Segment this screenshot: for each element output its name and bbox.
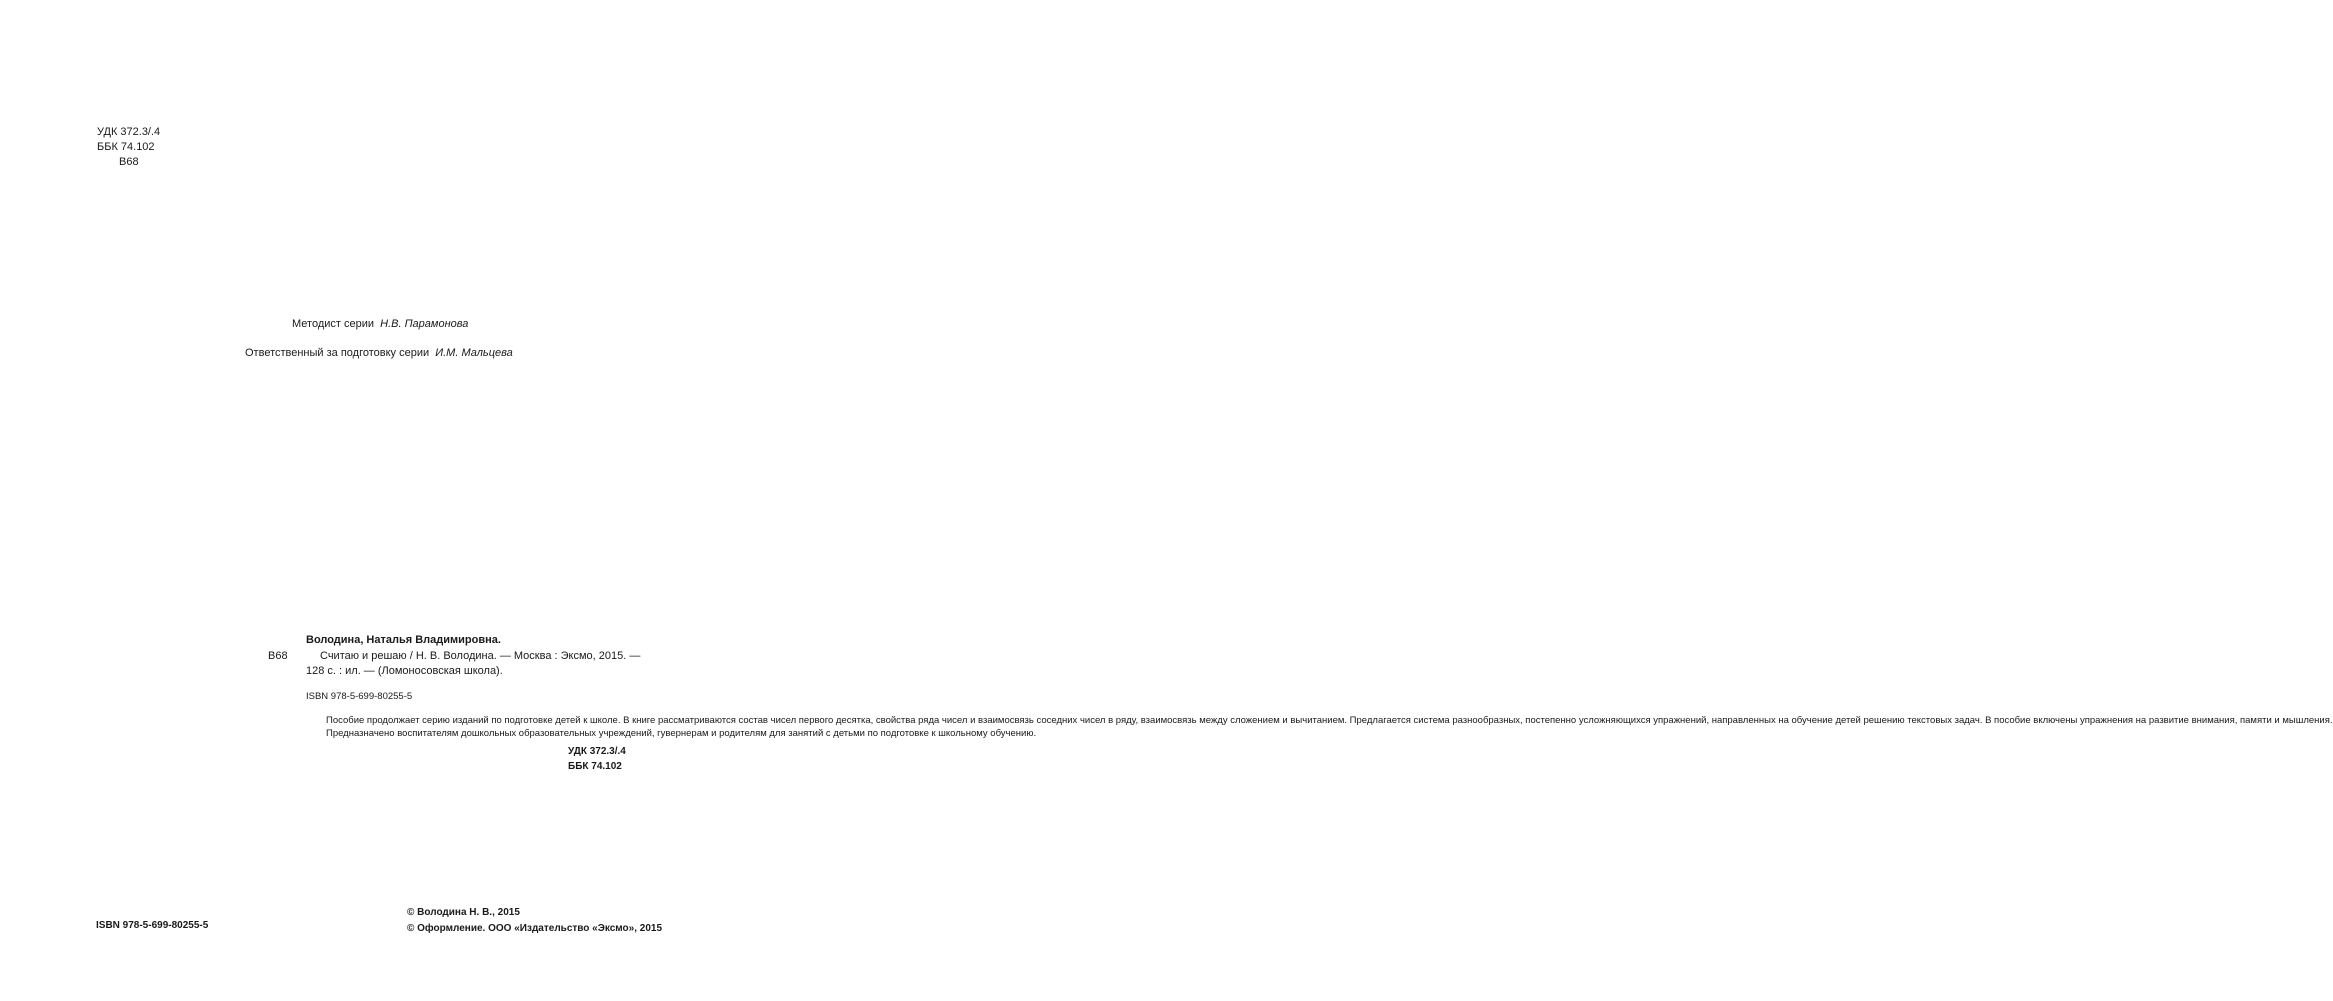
- bib-isbn: ISBN 978-5-699-80255-5: [306, 690, 413, 702]
- footer-isbn: ISBN 978-5-699-80255-5: [96, 920, 209, 931]
- author-mark: В68: [119, 156, 139, 168]
- responsible-name: И.М. Мальцева: [435, 347, 513, 359]
- responsible-credit: [245, 347, 513, 359]
- bib-title-line: Считаю и решаю / Н. В. Володина. — Москва : Эксмо, 2015. —: [320, 649, 641, 662]
- copyright-design: © Оформление. ООО «Издательство «Эксмо», 2015: [407, 922, 663, 934]
- annotation-paragraph-1: Пособие продолжает серию изданий по подготовке детей к школе. В книге рассматриваются состав чисел первого десятка, свойства ряда чисел и взаимосвязь соседних чисел в ряду, взаимосвязь между сложением и вычитанием. Предлагается система разнообразных, постепенно усложняющихся упражнений, направленных на обучение детей решению текстовых задач. В пособие включены упражнения на развитие внимания, памяти и мышления.: [326, 715, 2333, 726]
- bibliographic-record: [268, 633, 2333, 774]
- classification-codes-top: [97, 125, 160, 170]
- bib-title-row: [268, 649, 688, 665]
- copyright-block: [407, 905, 662, 936]
- bib-author: Володина, Наталья Владимировна.: [306, 634, 501, 646]
- bbk-code-bottom: ББК 74.102: [568, 760, 622, 772]
- udk-code-bottom: УДК 372.3/.4: [568, 745, 626, 757]
- bib-extent-line: 128 с. : ил. — (Ломоносовская школа).: [306, 665, 503, 677]
- copyright-author: © Володина Н. В., 2015: [407, 907, 520, 918]
- udk-code: УДК 372.3/.4: [97, 126, 161, 138]
- classification-codes-bottom: [268, 744, 688, 774]
- methodist-name: Н.В. Парамонова: [380, 318, 469, 330]
- annotation-paragraph-2: Предназначено воспитателям дошкольных образовательных учреждений, гувернерам и родителям для занятий с детьми по подготовке к школьному обучению.: [326, 728, 1037, 740]
- responsible-label: Ответственный за подготовку серии: [245, 347, 430, 359]
- bib-author-mark: В68: [268, 649, 288, 662]
- bbk-code: ББК 74.102: [97, 141, 155, 153]
- methodist-label: Методист серии: [292, 318, 375, 330]
- methodist-credit: [292, 318, 468, 330]
- annotation: [306, 714, 2333, 741]
